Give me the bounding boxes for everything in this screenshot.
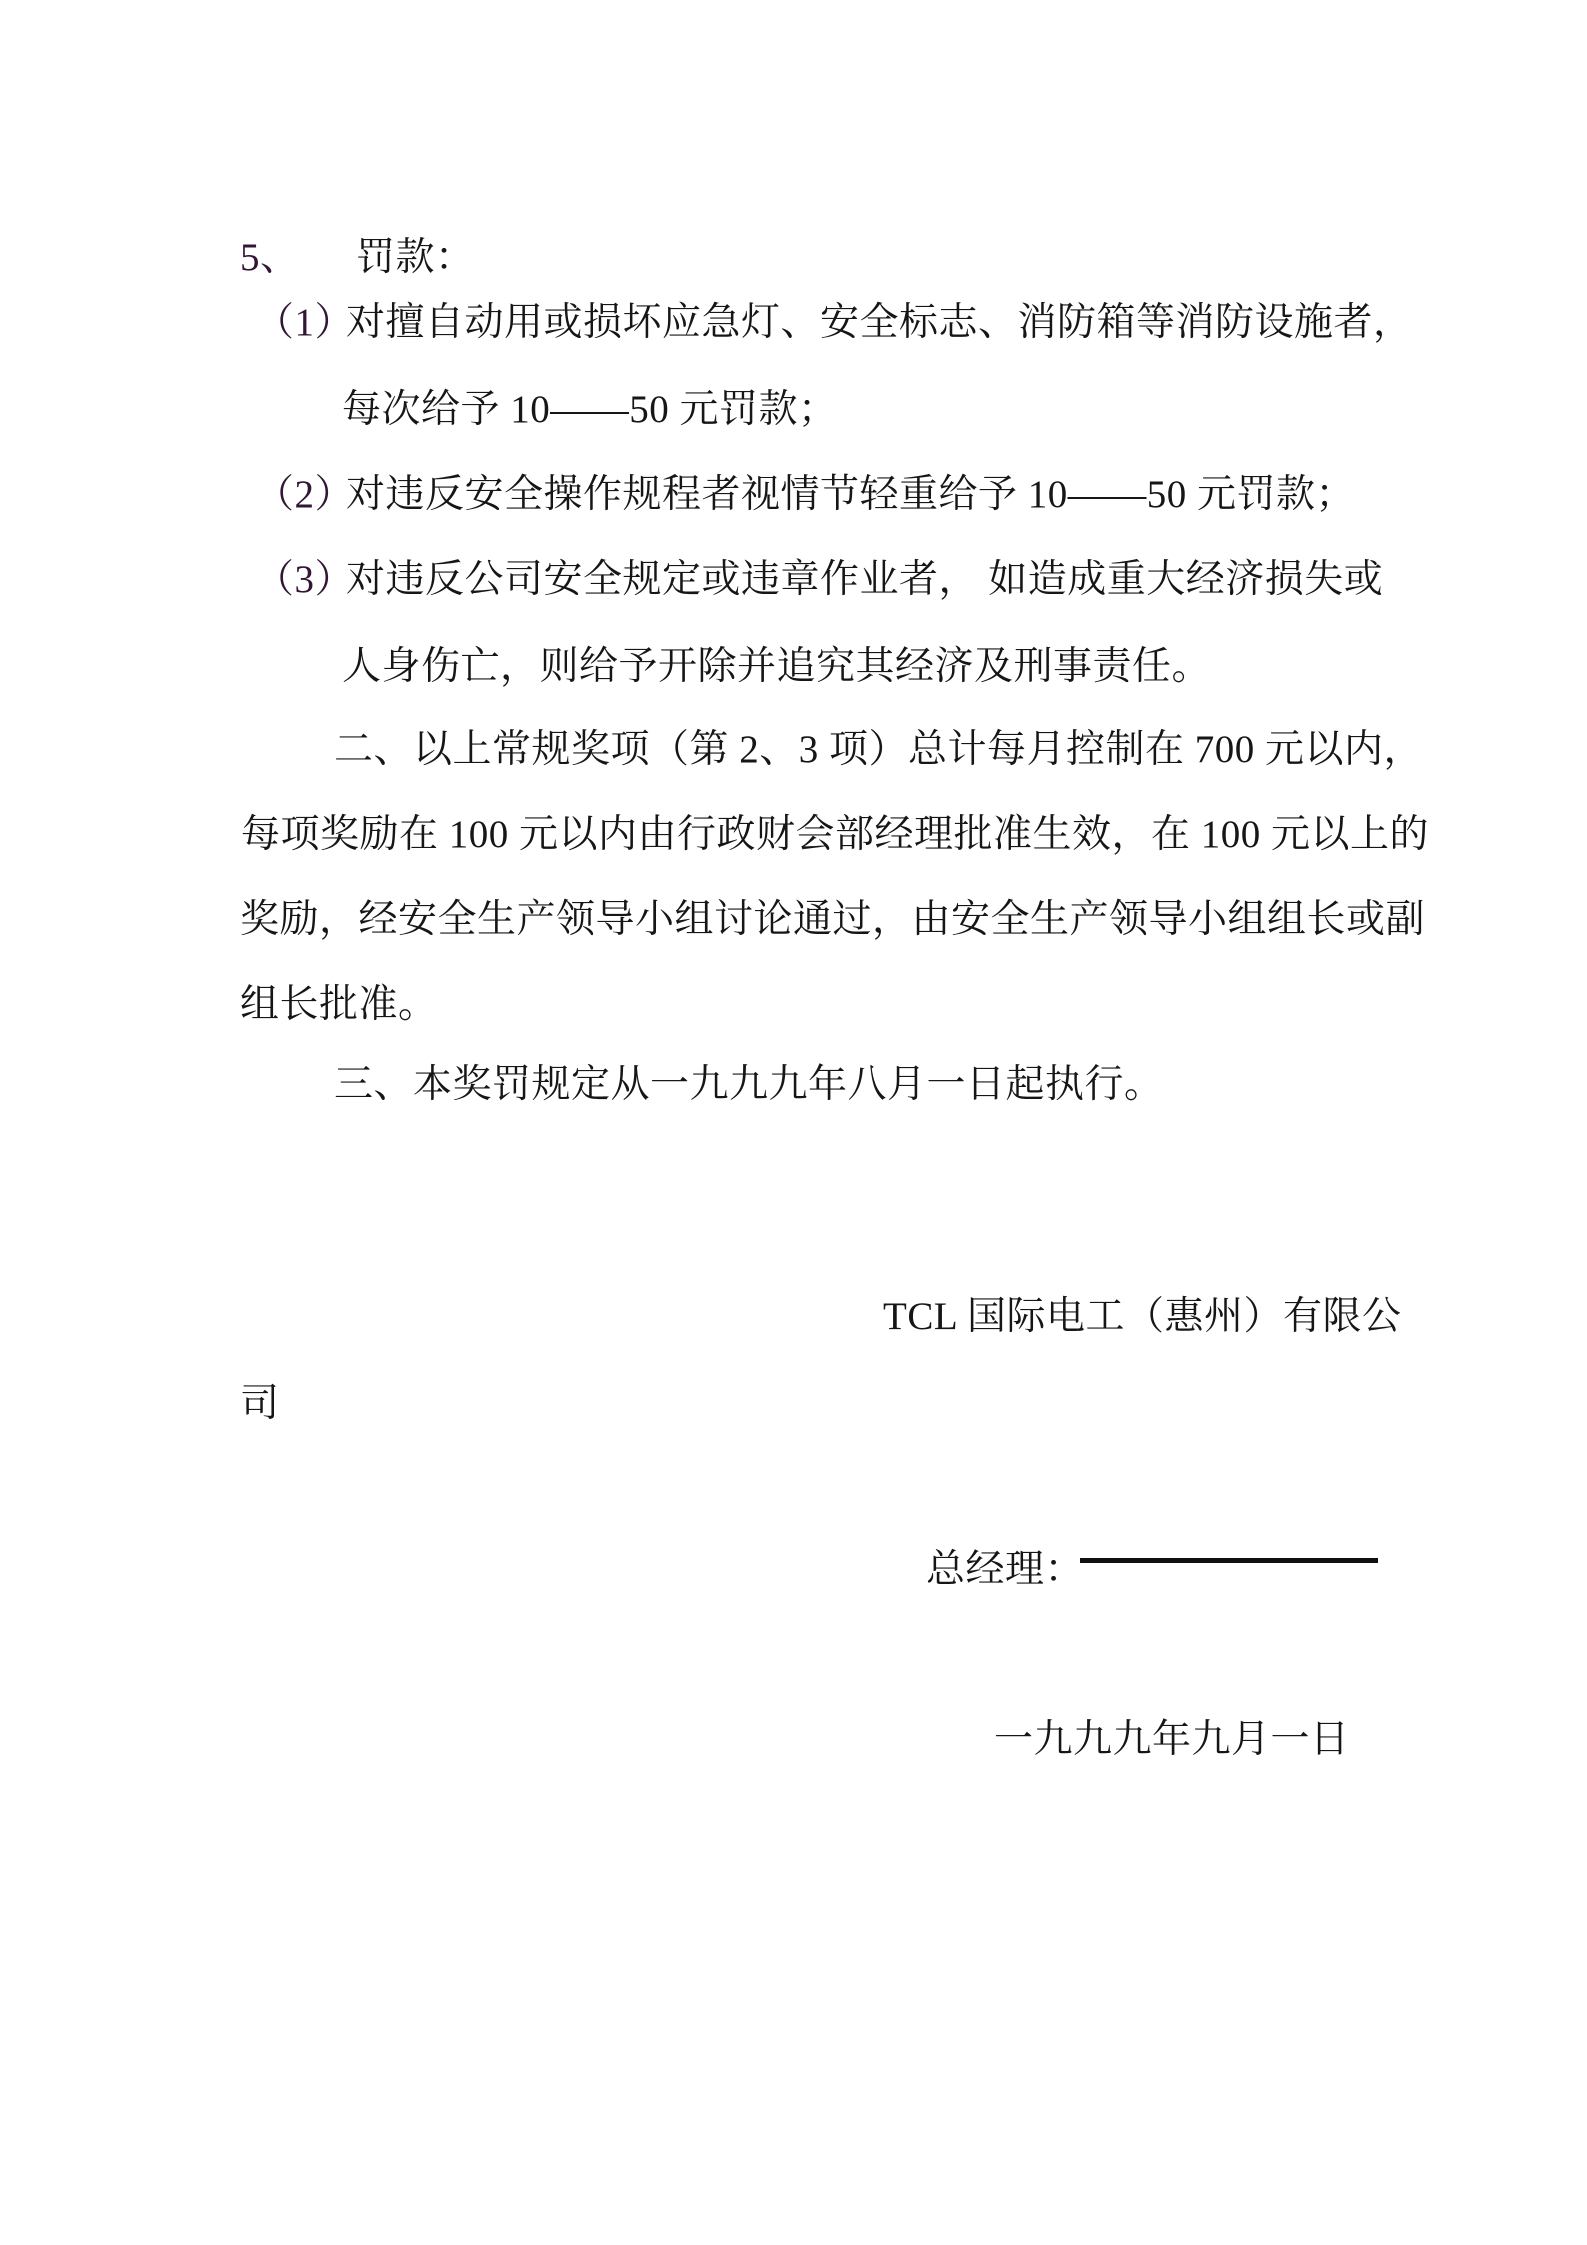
subitem1-number: （1）	[255, 301, 355, 344]
para-two-line3: 奖励，经安全生产领导小组讨论通过，由安全生产领导小组组长或副	[240, 898, 1426, 941]
document-date: 一九九九年九月一日	[994, 1718, 1350, 1761]
para-two-line1: 二、以上常规奖项（第 2、3 项）总计每月控制在 700 元以内，	[334, 728, 1424, 771]
para-three-line: 三、本奖罚规定从一九九九年八月一日起执行。	[334, 1063, 1164, 1106]
subitem3-text-line1: 对违反公司安全规定或违章作业者， 如造成重大经济损失或	[346, 558, 1384, 601]
item5-number: 5、	[240, 236, 300, 279]
item5-label: 罚款：	[356, 236, 475, 279]
subitem3-number: （3）	[255, 558, 355, 601]
company-name-line2: 司	[240, 1382, 280, 1425]
subitem1-text-line2: 每次给予 10——50 元罚款；	[342, 388, 838, 431]
company-name-line1: TCL 国际电工（惠州）有限公	[883, 1295, 1402, 1338]
general-manager-label: 总经理：	[926, 1548, 1085, 1591]
subitem3-text-line2: 人身伤亡，则给予开除并追究其经济及刑事责任。	[342, 645, 1212, 688]
para-two-line4: 组长批准。	[240, 983, 438, 1026]
signature-line	[1080, 1558, 1378, 1563]
subitem1-text-line1: 对擅自动用或损坏应急灯、安全标志、消防箱等消防设施者，	[346, 301, 1413, 344]
subitem2-text-line1: 对违反安全操作规程者视情节轻重给予 10——50 元罚款；	[346, 473, 1356, 516]
para-two-line2: 每项奖励在 100 元以内由行政财会部经理批准生效，在 100 元以上的	[241, 813, 1430, 856]
subitem2-number: （2）	[255, 473, 355, 516]
